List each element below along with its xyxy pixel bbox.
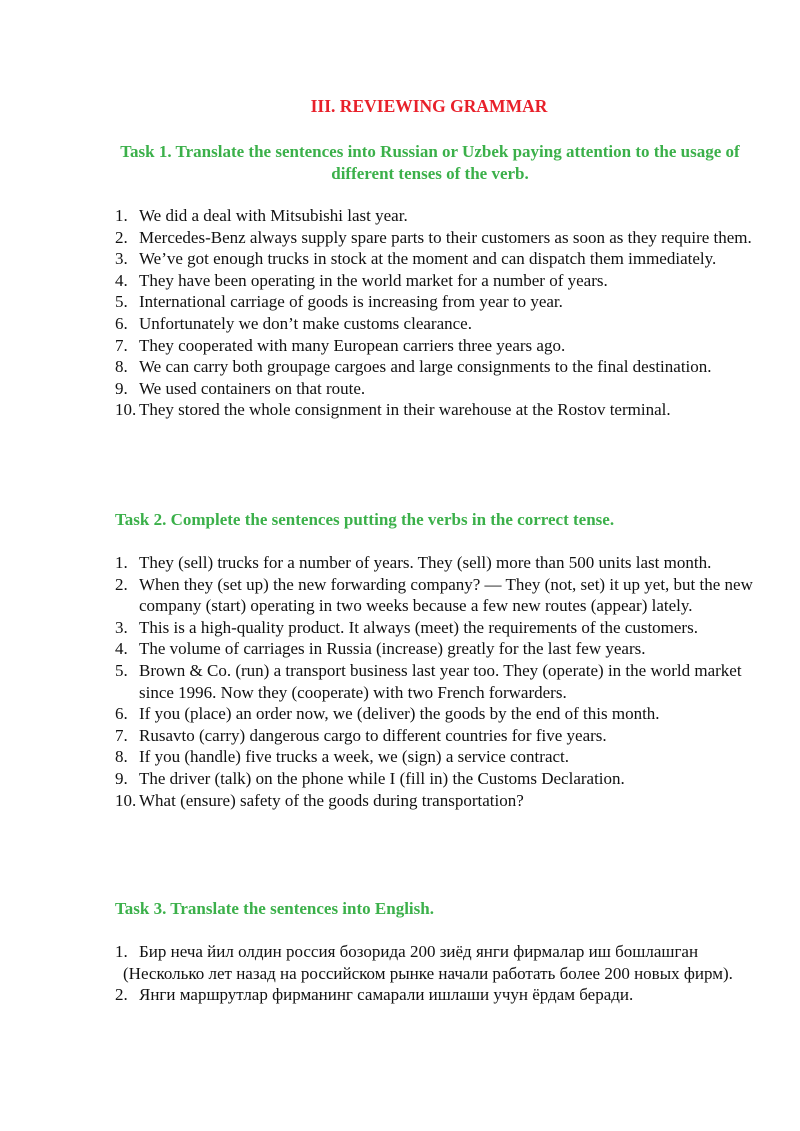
item-text: They cooperated with many European carriers three years ago. xyxy=(139,335,566,355)
item-text: Mercedes-Benz always supply spare parts to their customers as soon as they require them. xyxy=(139,227,752,247)
item-text: The driver (talk) on the phone while I (fill in) the Customs Declaration. xyxy=(139,768,625,788)
item-number: 1. xyxy=(115,206,128,225)
list-item xyxy=(0,227,800,249)
section-heading: III. REVIEWING GRAMMAR xyxy=(310,96,548,116)
item-text: We did a deal with Mitsubishi last year. xyxy=(139,206,408,225)
item-number: 8. xyxy=(115,747,128,767)
task3-list xyxy=(0,941,800,1006)
item-text: If you (place) an order now, we (deliver) the goods by the end of this month. xyxy=(139,704,660,724)
item-text: They stored the whole consignment in their warehouse at the Rostov terminal. xyxy=(139,400,671,420)
item-text: Бир неча йил олдин россия бозорида 200 зиёд янги фирмалар иш бошлашган xyxy=(139,942,699,961)
list-item xyxy=(0,617,800,639)
task1-title: Task 1. Translate the sentences into Russian or Uzbek paying attention to the usage of different tenses of the verb. xyxy=(120,142,740,183)
item-number: 10. xyxy=(115,400,137,420)
item-number: 10. xyxy=(115,790,137,810)
item-number: 5. xyxy=(115,660,128,680)
task1-list xyxy=(0,205,800,421)
item-text: The volume of carriages in Russia (increase) greatly for the last few years. xyxy=(139,639,646,659)
list-item xyxy=(0,335,800,357)
item-text: We can carry both groupage cargoes and large consignments to the final destination. xyxy=(139,357,712,377)
task2-list xyxy=(0,552,800,811)
list-item xyxy=(0,725,800,747)
item-text: When they (set up) the new forwarding company? — They (not, set) it up yet, but the new company (start) operating in two weeks because a few new routes (appear) lately. xyxy=(139,574,753,616)
item-number: 5. xyxy=(115,292,128,312)
list-item xyxy=(0,790,800,812)
item-number: 2. xyxy=(115,574,128,594)
item-number: 9. xyxy=(115,378,128,398)
item-text: They (sell) trucks for a number of years. They (sell) more than 500 units last month. xyxy=(139,553,712,572)
list-item xyxy=(0,270,800,292)
item-number: 3. xyxy=(115,249,128,269)
task2-title: Task 2. Complete the sentences putting the verbs in the correct tense. xyxy=(115,510,615,529)
list-item xyxy=(0,703,800,725)
list-item xyxy=(0,746,800,768)
item-number: 2. xyxy=(115,985,128,1005)
list-item xyxy=(0,313,800,335)
item-number: 2. xyxy=(115,227,128,247)
item-number: 7. xyxy=(115,725,128,745)
item-text: Brown & Co. (run) a transport business last year too. They (operate) in the world market since 1996. Now they (cooperate) with two French forwarders. xyxy=(139,660,742,702)
list-item xyxy=(0,984,800,1006)
list-item xyxy=(0,205,800,227)
item-text: Rusavto (carry) dangerous cargo to different countries for five years. xyxy=(139,725,607,745)
list-item xyxy=(0,574,800,617)
task3-title: Task 3. Translate the sentences into English. xyxy=(115,899,434,918)
item-text: If you (handle) five trucks a week, we (sign) a service contract. xyxy=(139,747,570,767)
item-text: International carriage of goods is increasing from year to year. xyxy=(139,292,563,312)
item-text: This is a high-quality product. It always (meet) the requirements of the customers. xyxy=(139,617,698,637)
translation-note: (Несколько лет назад на российском рынке начали работать более 200 новых фирм). xyxy=(123,963,733,983)
item-number: 6. xyxy=(115,313,128,333)
list-item xyxy=(0,291,800,313)
item-number: 1. xyxy=(115,942,128,961)
list-item xyxy=(0,356,800,378)
item-number: 6. xyxy=(115,704,128,724)
item-text: They have been operating in the world market for a number of years. xyxy=(139,270,608,290)
item-number: 8. xyxy=(115,357,128,377)
list-item xyxy=(0,399,800,421)
list-item xyxy=(0,768,800,790)
item-text: Unfortunately we don’t make customs clearance. xyxy=(139,313,472,333)
list-item xyxy=(0,248,800,270)
item-text: What (ensure) safety of the goods during transportation? xyxy=(139,790,524,810)
item-number: 9. xyxy=(115,768,128,788)
list-item xyxy=(0,941,800,963)
list-item xyxy=(0,378,800,400)
item-number: 4. xyxy=(115,270,128,290)
item-number: 3. xyxy=(115,617,128,637)
item-text: We’ve got enough trucks in stock at the moment and can dispatch them immediately. xyxy=(139,249,717,269)
list-item xyxy=(0,552,800,574)
item-number: 7. xyxy=(115,335,128,355)
list-item xyxy=(0,638,800,660)
item-text: Янги маршрутлар фирманинг самарали ишлаши учун ёрдам беради. xyxy=(139,985,634,1005)
item-number: 4. xyxy=(115,639,128,659)
item-number: 1. xyxy=(115,553,128,572)
list-item xyxy=(0,660,800,703)
item-text: We used containers on that route. xyxy=(139,378,366,398)
